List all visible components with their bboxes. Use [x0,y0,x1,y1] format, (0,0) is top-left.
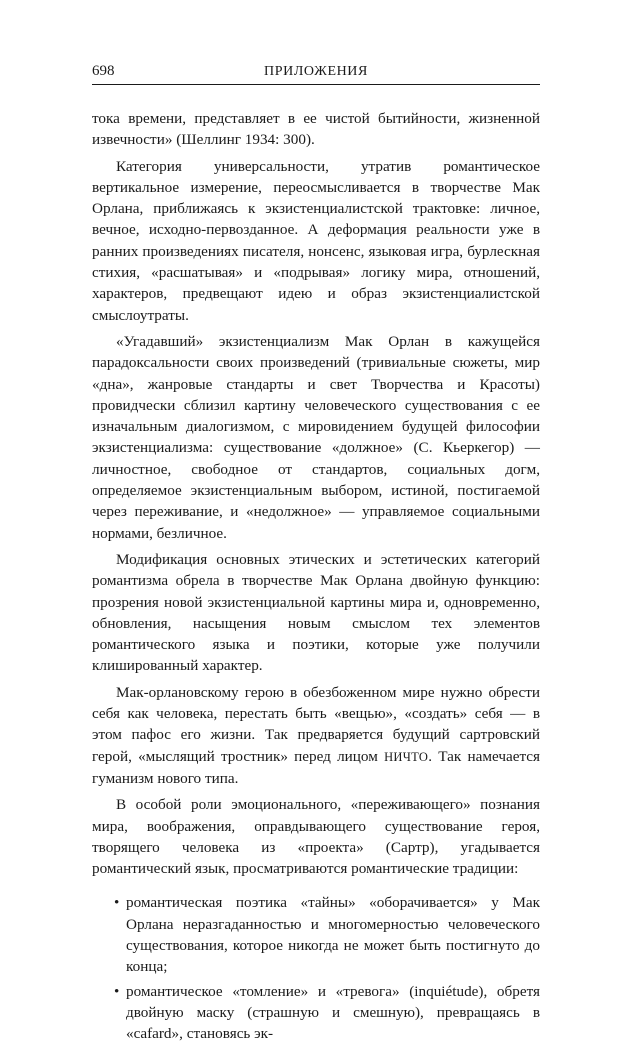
bullet-icon: • [114,894,120,912]
paragraph-traditions: В особой роли эмоционального, «переживающего» познания мира, воображения, оправдывающего существование героя, творящего человека из «проекта» (Сартр), угадывается романтический язык, просматриваются романтические традиции: [92,796,540,878]
page-header [92,60,540,85]
paragraph-hero-tail: . Так намечается гуманизм нового типа. [92,747,541,787]
paragraph-hero [92,682,540,789]
list-item [92,892,540,977]
running-head: ПРИЛОЖЕНИЯ [264,64,368,79]
page-number: 698 [92,63,115,79]
list-item-text: романтическое «томление» и «тревога» (inquiétude), обретя двойную маску (страшную и смешную), превращаясь в «cafard», становясь эк- [126,982,540,1043]
list-item [92,981,540,1044]
paragraph-existentialism: «Угадавший» экзистенциализм Мак Орлан в кажущейся парадоксальности своих произведений (тривиальные сюжеты, мир «дна», жанровые стандарты и свет Творчества и Красоты) провидчески сблизил картину человеческого существования с ее изначальным диалогизмом, с мировидением будущей философии экзистенциализма: существование «должное» (С. Кьеркегор) — личностное, свободное от стандартов, социальных догм, определяемое экзистенциальным выбором, истиной, постигаемой через переживание, и «недолжное» — управляемое социальными нормами, безличное. [92,332,540,542]
bullet-icon: • [114,982,120,1000]
smallcaps-word: НИЧТО [384,749,429,764]
paragraph-continuation: тока времени, представляет в ее чистой бытийности, жизненной извечности» (Шеллинг 1934: 300). [92,110,540,149]
paragraph-modification: Модификация основных этических и эстетических категорий романтизма обрела в творчестве Мак Орлана двойную функцию: прозрения новой экзистенциальной картины мира и, одновременно, обновления, насыщения новым смыслом тех элементов романтического языка и поэтики, которые уже получили клишированный характер. [92,550,540,675]
bullet-list [92,892,540,1044]
paragraph-hero-text: Мак-орлановскому герою в обезбоженном мире нужно обрести себя как человека, перестать быть «вещью», «создать» себя — в этом пафос его жизни. Так предваряется будущий сартровский герой, «мыслящий тростник» перед лицом [92,683,540,765]
paragraph-universality: Категория универсальности, утратив романтическое вертикальное измерение, переосмысливается в творчестве Мак Орлана, приближаясь к экзистенциалистской трактовке: личное, вечное, исходно-первозданное. А деформация реальности уже в ранних произведениях писателя, нонсенс, языковая игра, бурлескная стихия, «расшатывая» и «подрывая» логику мира, отношений, характеров, предвещают идею и образ экзистенциалистской смыслоутраты. [92,157,540,324]
list-item-text: романтическая поэтика «тайны» «оборачивается» у Мак Орлана неразгаданностью и многомерностью человеческого существования, которое никогда не может быть постигнуто до конца; [126,894,540,976]
page-body [92,108,540,1044]
